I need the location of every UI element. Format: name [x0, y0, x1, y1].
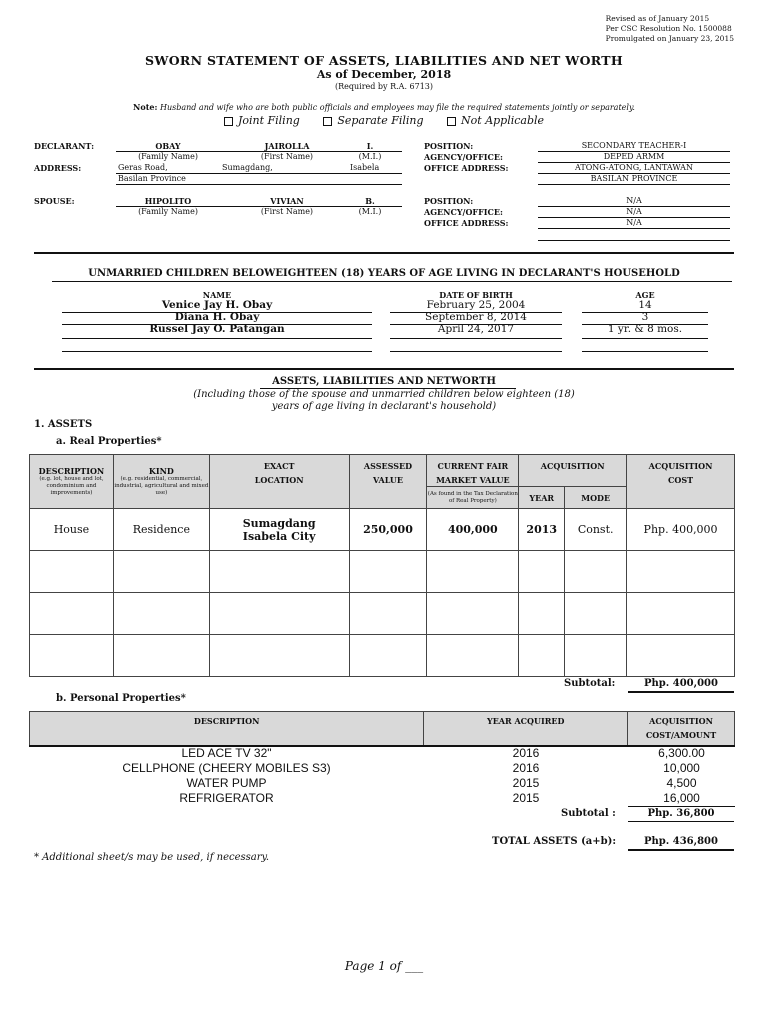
- section-divider-2: [34, 368, 734, 370]
- declarant-label: DECLARANT:: [34, 141, 95, 151]
- child-2-dob: September 8, 2014: [425, 311, 527, 323]
- empty-cell: [30, 635, 114, 677]
- empty-cell: [113, 593, 209, 635]
- empty-cell: [565, 551, 627, 593]
- spouse-first-name-caption: (First Name): [260, 207, 314, 216]
- note-text: Husband and wife who are both public officials and employees may file the required statements jointly or separately.: [157, 103, 635, 112]
- joint-filing-option[interactable]: [224, 114, 300, 127]
- as-of-date: As of December, 2018: [316, 68, 452, 81]
- empty-cell: [519, 593, 565, 635]
- rp-header-cost-2: COST: [668, 475, 694, 485]
- first-name-caption: (First Name): [260, 152, 314, 161]
- empty-cell: [349, 635, 427, 677]
- empty-cell: [113, 635, 209, 677]
- separate-filing-option[interactable]: [323, 114, 423, 127]
- total-assets-value: Php. 436,800: [644, 836, 718, 847]
- real-properties-heading: a. Real Properties*: [56, 436, 162, 447]
- real-properties-table: [29, 454, 735, 677]
- rp-header-kind: [113, 455, 209, 509]
- page-number: Page 1 of ___: [344, 959, 424, 973]
- document-title: SWORN STATEMENT OF ASSETS, LIABILITIES AND NET WORTH: [145, 53, 623, 68]
- separate-filing-label: Separate Filing: [337, 114, 424, 127]
- empty-cell: [349, 593, 427, 635]
- children-heading: UNMARRIED CHILDREN BELOWEIGHTEEN (18) YEARS OF AGE LIVING IN DECLARANT'S HOUSEHOLD: [88, 268, 680, 279]
- spouse-label: SPOUSE:: [34, 196, 75, 206]
- declarant-first-name: JAIROLLA: [264, 141, 310, 151]
- rp-header-description: [30, 455, 114, 509]
- empty-cell: [519, 635, 565, 677]
- pp-row-4-description: REFRIGERATOR: [179, 791, 274, 805]
- empty-cell: [427, 635, 519, 677]
- pp-row-2-cost: 10,000: [663, 761, 700, 775]
- not-applicable-option[interactable]: [447, 114, 544, 127]
- address-line-4: Basilan Province: [118, 174, 186, 183]
- empty-cell: [627, 635, 735, 677]
- children-col-age: AGE: [635, 290, 655, 300]
- alnw-sub-1: (Including those of the spouse and unmarried children below eighteen (18): [193, 389, 575, 400]
- office-address-label: OFFICE ADDRESS:: [424, 163, 509, 173]
- address-label: ADDRESS:: [34, 163, 82, 173]
- child-3-age-line: [582, 338, 708, 339]
- assets-heading: 1. ASSETS: [34, 419, 93, 430]
- child-3-age: 1 yr. & 8 mos.: [607, 323, 683, 335]
- footnote: * Additional sheet/s may be used, if necessary.: [34, 852, 270, 863]
- spouse-mi: B.: [365, 196, 375, 206]
- note: [0, 102, 768, 112]
- address-line-1: Geras Road,: [118, 163, 168, 172]
- mi-caption: (M.I.): [358, 152, 382, 161]
- separate-filing-checkbox[interactable]: [323, 117, 332, 126]
- rp-row-1-cost: Php. 400,000: [627, 509, 735, 551]
- declarant-mi: I.: [366, 141, 374, 151]
- total-assets-label: TOTAL ASSETS (a+b):: [492, 836, 617, 847]
- real-subtotal-value: Php. 400,000: [644, 678, 718, 689]
- spouse-family-name: HIPOLITO: [144, 196, 192, 206]
- real-subtotal-underline: [628, 691, 734, 693]
- personal-subtotal-label: Subtotal :: [561, 808, 616, 819]
- empty-cell: [349, 551, 427, 593]
- rp-row-1-assessed: 250,000: [349, 509, 427, 551]
- rp-header-acquisition: ACQUISITION: [519, 455, 627, 487]
- declarant-office-address-2: BASILAN PROVINCE: [590, 174, 678, 183]
- children-heading-underline: [52, 281, 732, 282]
- address-line-2: Sumagdang,: [222, 163, 273, 172]
- spouse-first-name: VIVIAN: [270, 196, 304, 206]
- pp-header-description: DESCRIPTION: [30, 712, 424, 746]
- revision-line-3: Promulgated on January 23, 2015: [605, 34, 734, 43]
- child-3-name: Russel Jay O. Patangan: [149, 323, 285, 335]
- children-col-dob: DATE OF BIRTH: [439, 290, 513, 300]
- agency-label: AGENCY/OFFICE:: [424, 152, 503, 162]
- address-line-2-rule: [116, 184, 402, 185]
- rp-row-1-kind: Residence: [113, 509, 209, 551]
- pp-header-year: YEAR ACQUIRED: [424, 712, 628, 746]
- pp-header-cost: [628, 712, 735, 746]
- child-3-name-line: [62, 338, 372, 339]
- personal-subtotal-underline: [628, 821, 734, 822]
- not-applicable-label: Not Applicable: [461, 114, 545, 127]
- note-label: Note:: [133, 102, 158, 112]
- rp-row-1-location: [209, 509, 349, 551]
- alnw-heading: ASSETS, LIABILITIES AND NETWORTH: [272, 376, 496, 387]
- joint-filing-checkbox[interactable]: [224, 117, 233, 126]
- table-row: [30, 551, 735, 593]
- rp-header-assessed-2: VALUE: [372, 475, 403, 485]
- spouse-position-label: POSITION:: [424, 196, 474, 206]
- rp-header-location-2: LOCATION: [254, 475, 304, 485]
- filing-options: [0, 114, 768, 127]
- table-row: [30, 635, 735, 677]
- empty-cell: [427, 551, 519, 593]
- rp-header-description-sub: (e.g. lot, house and lot, condominium and improvements): [39, 476, 104, 496]
- declarant-position: SECONDARY TEACHER-I: [581, 141, 687, 150]
- empty-cell: [519, 551, 565, 593]
- rp-row-1-location-2: Isabela City: [242, 529, 316, 543]
- section-divider-1: [34, 252, 734, 254]
- table-row: [30, 593, 735, 635]
- required-by: (Required by R.A. 6713): [334, 82, 434, 91]
- revision-note: [606, 14, 734, 44]
- family-name-caption: (Family Name): [138, 152, 198, 161]
- rp-header-kind-sub: (e.g. residential, commercial, industrial, agricultural and mixed use): [114, 476, 209, 496]
- empty-cell: [209, 635, 349, 677]
- declarant-office-address-1: ATONG-ATONG, LANTAWAN: [575, 163, 693, 172]
- spouse-office-address-label: OFFICE ADDRESS:: [424, 218, 509, 228]
- pp-header-cost-1: ACQUISITION: [649, 716, 713, 726]
- spouse-office-address: N/A: [626, 218, 642, 227]
- pp-row-3-year: 2015: [512, 776, 540, 790]
- child-4-name-line: [62, 351, 372, 352]
- pp-row-3-cost: 4,500: [666, 776, 697, 790]
- rp-row-1-year: 2013: [519, 509, 565, 551]
- pp-row-2-year: 2016: [512, 761, 540, 775]
- rp-header-year: YEAR: [519, 487, 565, 509]
- empty-cell: [627, 593, 735, 635]
- rp-header-location: [209, 455, 349, 509]
- rp-row-1-fmv: 400,000: [427, 509, 519, 551]
- declarant-agency: DEPED ARMM: [603, 152, 665, 161]
- child-1-name: Venice Jay H. Obay: [161, 299, 273, 311]
- empty-cell: [565, 635, 627, 677]
- position-label: POSITION:: [424, 141, 474, 151]
- personal-properties-table: [29, 711, 735, 746]
- rp-header-fmv: [427, 455, 519, 487]
- table-row: [30, 509, 735, 551]
- spouse-office-address-line: [538, 228, 730, 229]
- rp-row-1-location-1: Sumagdang: [242, 516, 316, 530]
- personal-properties-heading: b. Personal Properties*: [56, 693, 186, 704]
- pp-row-4-year: 2015: [512, 791, 540, 805]
- empty-cell: [209, 593, 349, 635]
- rp-header-kind-label: KIND: [148, 466, 174, 476]
- pp-row-4-cost: 16,000: [663, 791, 700, 805]
- rp-header-fmv-note: (As found in the Tax Declaration of Real Property): [427, 487, 519, 509]
- rp-header-cost: [627, 455, 735, 509]
- rp-header-assessed: [349, 455, 427, 509]
- revision-line-1: Revised as of January 2015: [605, 14, 710, 23]
- total-assets-underline: [628, 849, 734, 851]
- child-4-age-line: [582, 351, 708, 352]
- office-address-line-2: [538, 184, 730, 185]
- children-col-name: NAME: [202, 290, 232, 300]
- empty-cell: [565, 593, 627, 635]
- empty-cell: [427, 593, 519, 635]
- empty-cell: [627, 551, 735, 593]
- not-applicable-checkbox[interactable]: [447, 117, 456, 126]
- rp-header-description-label: DESCRIPTION: [38, 466, 105, 476]
- spouse-family-name-caption: (Family Name): [138, 207, 198, 216]
- child-3-dob: April 24, 2017: [437, 323, 515, 335]
- rp-header-assessed-1: ASSESSED: [363, 461, 413, 471]
- spouse-agency-label: AGENCY/OFFICE:: [424, 207, 503, 217]
- rp-header-fmv-2: MARKET VALUE: [436, 475, 510, 485]
- pp-row-3-description: WATER PUMP: [186, 776, 267, 790]
- empty-cell: [30, 551, 114, 593]
- empty-cell: [30, 593, 114, 635]
- address-line-3: Isabela: [350, 163, 380, 172]
- rp-row-1-description: House: [30, 509, 114, 551]
- joint-filing-label: Joint Filing: [237, 114, 300, 127]
- revision-line-2: Per CSC Resolution No. 1500088: [605, 24, 732, 33]
- rp-header-location-1: EXACT: [263, 461, 295, 471]
- alnw-sub-2: years of age living in declarant's household): [271, 401, 497, 412]
- spouse-office-address-line-2: [538, 240, 730, 241]
- rp-header-fmv-1: CURRENT FAIR: [437, 461, 509, 471]
- pp-row-2-description: CELLPHONE (CHEERY MOBILES S3): [122, 761, 331, 775]
- pp-header-cost-2: COST/AMOUNT: [645, 730, 717, 740]
- rp-header-cost-1: ACQUISITION: [648, 461, 713, 471]
- child-1-dob: February 25, 2004: [426, 299, 526, 311]
- empty-cell: [209, 551, 349, 593]
- pp-row-1-year: 2016: [512, 746, 540, 760]
- real-subtotal-label: Subtotal:: [564, 678, 616, 689]
- spouse-mi-caption: (M.I.): [358, 207, 382, 216]
- child-2-age: 3: [641, 311, 649, 323]
- child-1-age: 14: [638, 299, 652, 311]
- pp-cost-underline: [628, 806, 735, 807]
- child-2-name: Diana H. Obay: [174, 311, 260, 323]
- child-3-dob-line: [390, 338, 562, 339]
- child-4-dob-line: [390, 351, 562, 352]
- rp-row-1-mode: Const.: [565, 509, 627, 551]
- spouse-position: N/A: [626, 196, 642, 205]
- pp-row-1-description: LED ACE TV 32": [181, 746, 272, 760]
- spouse-agency: N/A: [626, 207, 642, 216]
- empty-cell: [113, 551, 209, 593]
- rp-header-mode: MODE: [565, 487, 627, 509]
- personal-subtotal-value: Php. 36,800: [647, 808, 715, 819]
- declarant-family-name: OBAY: [155, 141, 181, 151]
- pp-row-1-cost: 6,300.00: [658, 746, 705, 760]
